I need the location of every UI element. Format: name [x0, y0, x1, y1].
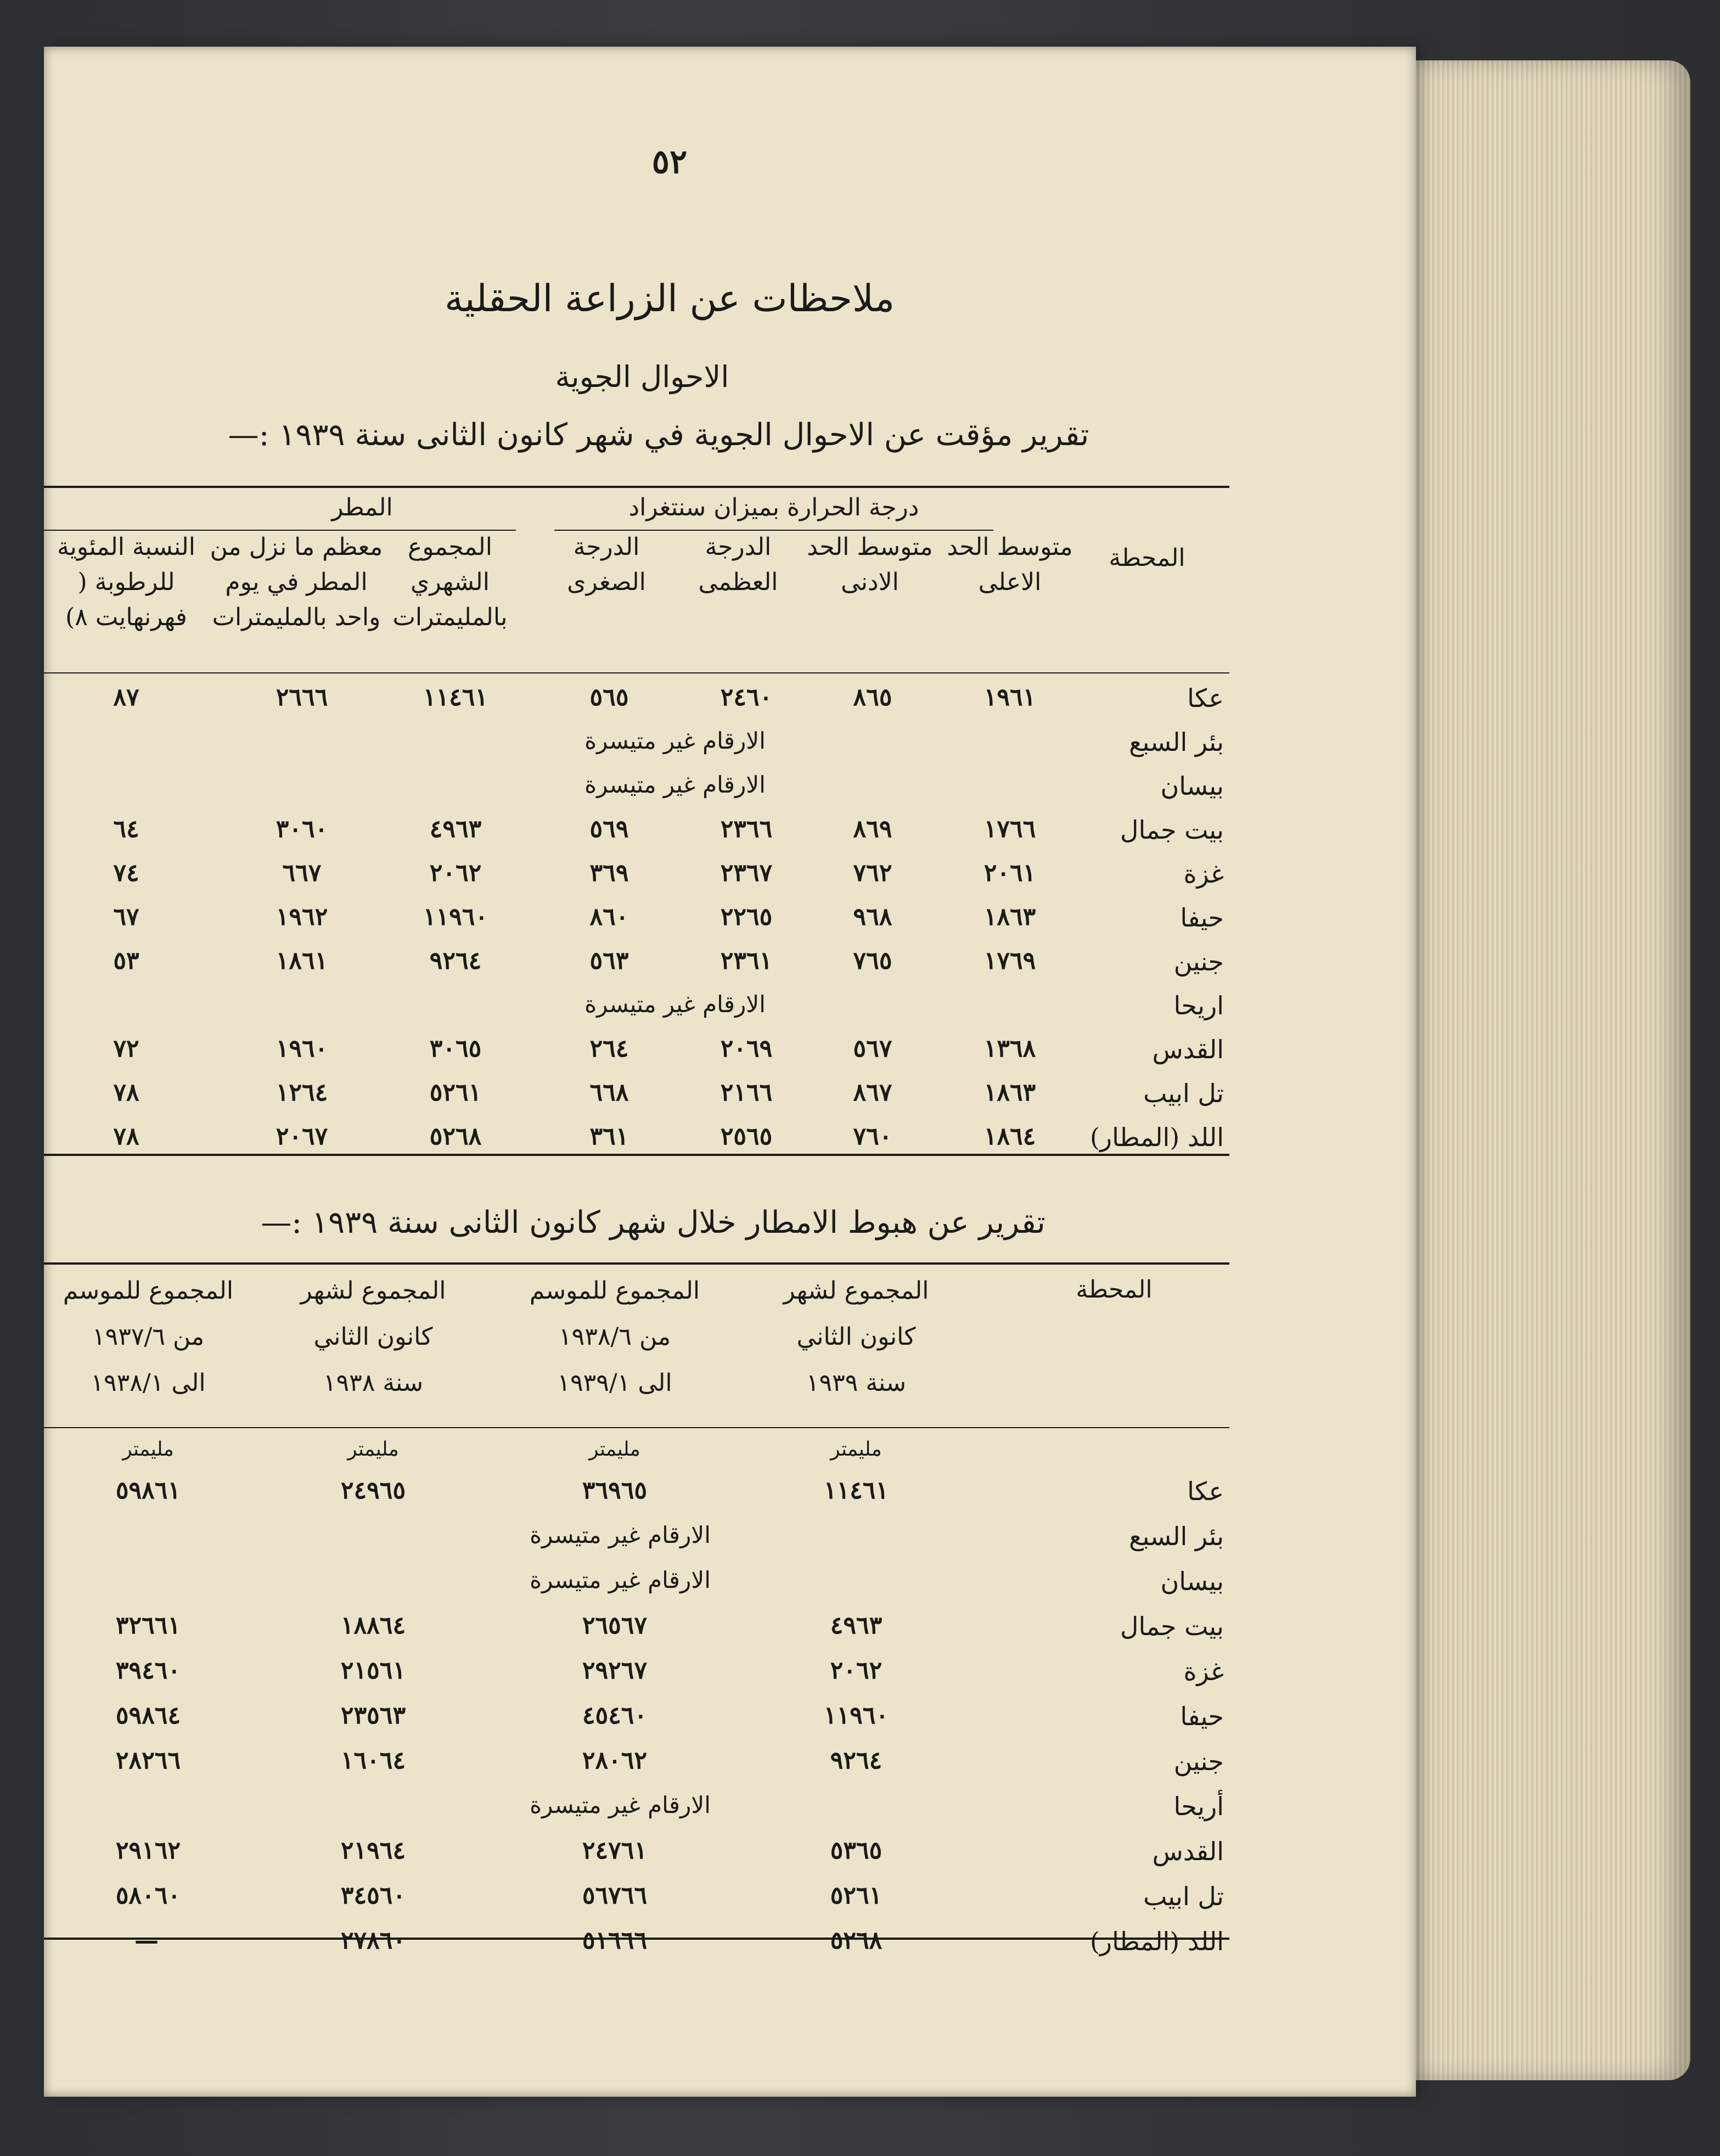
book-page — [44, 47, 1416, 2097]
report2-title: تقرير عن هبوط الامطار خلال شهر كانون الثانى سنة ١٩٣٩ :— — [261, 1205, 1046, 1240]
t2-cell-c2: ٢٩٢٦٧ — [582, 1657, 648, 1685]
col-humidity-header: النسبة المئوية للرطوبة ( فهرنهايت ٨) — [57, 533, 195, 631]
t1-station-label: اريحا — [1173, 991, 1224, 1020]
t2-unit-label: مليمتر — [122, 1438, 174, 1461]
col-max-day-header: معظم ما نزل من المطر في يوم واحد بالمليمترات — [210, 533, 383, 631]
t2-cell-c1: ٩٢٦٤ — [830, 1747, 883, 1775]
t1-cell-min: ٣٦١ — [589, 1122, 629, 1150]
t2-cell-c4: ٢٩١٦٢ — [115, 1837, 181, 1865]
t1-cell-avg_min: ٧٦٥ — [853, 947, 892, 975]
t1-station-label: غزة — [1183, 859, 1224, 889]
t2-cell-c1: ٤٩٦٣ — [830, 1612, 883, 1640]
t1-cell-humidity: ٦٤ — [113, 815, 139, 843]
t2-cell-c4: ٥٩٨٦٤ — [115, 1702, 181, 1730]
t1-cell-max_day: ١٩٦٠ — [276, 1035, 328, 1063]
t2-unit-label: مليمتر — [830, 1438, 882, 1461]
t1-cell-humidity: ٦٧ — [113, 903, 139, 931]
t1-cell-humidity: ٥٣ — [113, 947, 139, 975]
t1-station-label: جنين — [1173, 947, 1224, 976]
t1-cell-min: ٦٦٨ — [589, 1079, 629, 1107]
t1-cell-monthly: ٥٢٦١ — [429, 1079, 482, 1107]
t2-c3-header-line: المجموع لشهر — [300, 1277, 446, 1305]
t1-station-label: عكا — [1187, 683, 1224, 713]
t1-station-label: بيت جمال — [1120, 815, 1224, 845]
t1-cell-avg_min: ٥٦٧ — [853, 1035, 892, 1063]
t2-c4-header-line: المجموع للموسم — [63, 1277, 234, 1305]
t1-cell-max_day: ٣٠٦٠ — [276, 815, 328, 843]
t1-cell-avg_min: ٧٦٢ — [853, 859, 892, 887]
t2-unit-label: مليمتر — [589, 1438, 640, 1461]
t1-cell-max: ٢٣٦١ — [720, 947, 773, 975]
t1-station-label: حيفا — [1180, 903, 1224, 933]
t2-cell-c3: ١٨٨٦٤ — [340, 1612, 406, 1640]
t1-cell-min: ٥٦٩ — [589, 815, 629, 843]
t1-cell-monthly: ٤٩٦٣ — [429, 815, 482, 843]
t1-station-label: تل ابيب — [1143, 1079, 1224, 1108]
t1-cell-max_day: ١٢٦٤ — [276, 1079, 328, 1107]
t2-station-label: القدس — [1152, 1837, 1224, 1866]
col-avg-max-header: متوسط الحد الاعلى — [947, 533, 1073, 596]
t1-cell-avg_max: ١٧٦٩ — [983, 947, 1036, 975]
t2-cell-c2: ٣٦٩٦٥ — [582, 1476, 648, 1504]
t1-cell-max: ٢٤٦٠ — [720, 683, 773, 711]
t2-cell-c3: ٢١٩٦٤ — [340, 1837, 406, 1865]
t2-cell-c2: ٥١٦٦٦ — [582, 1927, 648, 1955]
t2-cell-c4: ٢٨٢٦٦ — [115, 1747, 181, 1775]
t1-cell-max: ٢٠٦٩ — [720, 1035, 773, 1063]
t1-cell-max: ٢٣٦٧ — [720, 859, 773, 887]
t2-station-label: غزة — [1183, 1657, 1224, 1686]
t2-cell-c3: ٢١٥٦١ — [340, 1657, 406, 1685]
t2-cell-c2: ٢٤٧٦١ — [582, 1837, 648, 1865]
t2-cell-c1: ١١٤٦١ — [823, 1476, 889, 1504]
t2-station-label: حيفا — [1180, 1702, 1224, 1731]
t2-cell-c4: ٣٢٦٦١ — [115, 1612, 181, 1640]
t2-station-label: بيت جمال — [1120, 1612, 1224, 1641]
t1-not-available: الارقام غير متيسرة — [584, 991, 766, 1018]
page-title: ملاحظات عن الزراعة الحقلية — [444, 277, 895, 321]
table1-top-rule — [44, 486, 1229, 488]
t1-cell-humidity: ٧٤ — [113, 859, 139, 887]
t2-station-label: عكا — [1187, 1476, 1224, 1506]
t1-cell-avg_max: ١٧٦٦ — [983, 815, 1036, 843]
t2-c1-header-line: سنة ١٩٣٩ — [806, 1369, 907, 1397]
page-edges — [1405, 60, 1690, 2080]
t2-c4-header-line: الى ١٩٣٨/١ — [91, 1369, 206, 1397]
t2-cell-c3: ٢٧٨٦٠ — [340, 1927, 406, 1955]
t1-cell-max_day: ٦٦٧ — [282, 859, 322, 887]
t1-cell-avg_max: ١٩٦١ — [983, 683, 1036, 711]
t1-cell-min: ٥٦٥ — [589, 683, 629, 711]
t2-c1-header-line: كانون الثاني — [796, 1323, 916, 1351]
t1-cell-monthly: ٥٢٦٨ — [429, 1122, 482, 1150]
t1-cell-max_day: ١٨٦١ — [276, 947, 328, 975]
section-subtitle: الاحوال الجوية — [555, 360, 729, 394]
t2-cell-c2: ٥٦٧٦٦ — [582, 1882, 648, 1910]
t1-cell-avg_max: ١٨٦٣ — [983, 1079, 1036, 1107]
t2-col-station-header: المحطة — [1076, 1276, 1153, 1304]
t2-cell-c4: — — [134, 1927, 162, 1955]
t1-cell-avg_min: ٨٦٥ — [853, 683, 892, 711]
temp-group-header: درجة الحرارة بميزان سنتغراد — [628, 493, 919, 521]
t2-station-label: بئر السبع — [1129, 1521, 1224, 1551]
t2-cell-c3: ٣٤٥٦٠ — [340, 1882, 406, 1910]
t1-cell-avg_min: ٨٦٧ — [853, 1079, 892, 1107]
report1-title: تقرير مؤقت عن الاحوال الجوية في شهر كانون الثانى سنة ١٩٣٩ :— — [228, 417, 1089, 453]
t1-cell-min: ٣٦٩ — [589, 859, 629, 887]
t2-not-available: الارقام غير متيسرة — [530, 1792, 711, 1818]
t2-station-label: أريحا — [1173, 1792, 1224, 1821]
t2-station-label: اللد (المطار) — [1089, 1927, 1224, 1956]
t1-cell-max: ٢٥٦٥ — [720, 1122, 773, 1150]
t2-c4-header-line: من ١٩٣٧/٦ — [92, 1323, 205, 1351]
t2-cell-c1: ١١٩٦٠ — [823, 1702, 889, 1730]
t1-cell-min: ٥٦٣ — [589, 947, 629, 975]
t1-cell-monthly: ٢٠٦٢ — [429, 859, 482, 887]
t1-cell-max_day: ٢٠٦٧ — [276, 1122, 328, 1150]
t1-cell-min: ٨٦٠ — [589, 903, 629, 931]
t1-station-label: بئر السبع — [1129, 727, 1224, 757]
col-min-header: الدرجة الصغرى — [567, 533, 646, 596]
t1-not-available: الارقام غير متيسرة — [584, 727, 766, 754]
table2-top-rule — [44, 1262, 1229, 1265]
col-station-header: المحطة — [1109, 544, 1185, 572]
t2-cell-c1: ٢٠٦٢ — [830, 1657, 883, 1685]
t2-cell-c4: ٥٨٠٦٠ — [115, 1882, 181, 1910]
t1-station-label: القدس — [1152, 1035, 1224, 1064]
page-number: ٥٢ — [651, 143, 688, 181]
t1-cell-max: ٢٣٦٦ — [720, 815, 773, 843]
t1-cell-monthly: ١١٩٦٠ — [423, 903, 488, 931]
t2-c2-header-line: المجموع للموسم — [529, 1277, 700, 1305]
t1-cell-monthly: ١١٤٦١ — [423, 683, 488, 711]
t2-cell-c2: ٢٨٠٦٢ — [582, 1747, 648, 1775]
t1-cell-max_day: ٢٦٦٦ — [276, 683, 328, 711]
t1-cell-max: ٢٢٦٥ — [720, 903, 773, 931]
t1-station-label: اللد (المطار) — [1089, 1122, 1224, 1152]
t1-cell-avg_min: ٩٦٨ — [853, 903, 892, 931]
t2-c3-header-line: سنة ١٩٣٨ — [323, 1369, 424, 1397]
t1-cell-avg_max: ٢٠٦١ — [983, 859, 1036, 887]
t1-cell-max_day: ١٩٦٢ — [276, 903, 328, 931]
t2-cell-c1: ٥٣٦٥ — [830, 1837, 883, 1865]
t1-cell-min: ٢٦٤ — [589, 1035, 629, 1063]
t2-not-available: الارقام غير متيسرة — [530, 1521, 711, 1548]
col-max-header: الدرجة العظمى — [698, 533, 778, 596]
t2-station-label: جنين — [1173, 1747, 1224, 1776]
t2-cell-c4: ٥٩٨٦١ — [115, 1476, 181, 1504]
t1-cell-avg_min: ٨٦٩ — [853, 815, 892, 843]
t2-cell-c2: ٤٥٤٦٠ — [582, 1702, 648, 1730]
table1-header-rule — [44, 672, 1229, 673]
t1-cell-avg_max: ١٣٦٨ — [983, 1035, 1036, 1063]
t1-cell-monthly: ٣٠٦٥ — [429, 1035, 482, 1063]
t2-station-label: تل ابيب — [1143, 1882, 1224, 1911]
t1-cell-monthly: ٩٢٦٤ — [429, 947, 482, 975]
t2-cell-c3: ٢٣٥٦٣ — [340, 1702, 406, 1730]
t1-cell-avg_max: ١٨٦٤ — [983, 1122, 1036, 1150]
t1-station-label: بيسان — [1160, 771, 1224, 801]
t1-cell-humidity: ٧٨ — [113, 1079, 139, 1107]
t2-cell-c4: ٣٩٤٦٠ — [115, 1657, 181, 1685]
t2-station-label: بيسان — [1160, 1567, 1224, 1596]
t2-cell-c1: ٥٢٦٨ — [830, 1927, 883, 1955]
t1-cell-humidity: ٧٨ — [113, 1122, 139, 1150]
t1-cell-humidity: ٧٢ — [113, 1035, 139, 1063]
col-avg-min-header: متوسط الحد الادنى — [807, 533, 933, 596]
table1-bottom-rule — [44, 1154, 1229, 1156]
t2-cell-c2: ٢٦٥٦٧ — [582, 1612, 648, 1640]
table2-bottom-rule — [44, 1938, 1229, 1940]
rain-group-header: المطر — [331, 493, 393, 521]
t1-not-available: الارقام غير متيسرة — [584, 771, 766, 798]
t2-unit-label: مليمتر — [347, 1438, 399, 1461]
table2-header-rule — [44, 1427, 1229, 1428]
t2-cell-c3: ١٦٠٦٤ — [340, 1747, 406, 1775]
t1-cell-humidity: ٨٧ — [113, 683, 139, 711]
t2-cell-c3: ٢٤٩٦٥ — [340, 1476, 406, 1504]
t2-c1-header-line: المجموع لشهر — [783, 1277, 929, 1305]
t1-cell-avg_min: ٧٦٠ — [853, 1122, 892, 1150]
col-monthly-total-header: المجموع الشهري بالمليمترات — [392, 533, 508, 631]
t2-c3-header-line: كانون الثاني — [313, 1323, 433, 1351]
t1-cell-max: ٢١٦٦ — [720, 1079, 773, 1107]
t1-cell-avg_max: ١٨٦٣ — [983, 903, 1036, 931]
t2-cell-c1: ٥٢٦١ — [830, 1882, 883, 1910]
t2-c2-header-line: الى ١٩٣٩/١ — [557, 1369, 672, 1397]
t2-not-available: الارقام غير متيسرة — [530, 1567, 711, 1593]
t2-c2-header-line: من ١٩٣٨/٦ — [558, 1323, 671, 1351]
